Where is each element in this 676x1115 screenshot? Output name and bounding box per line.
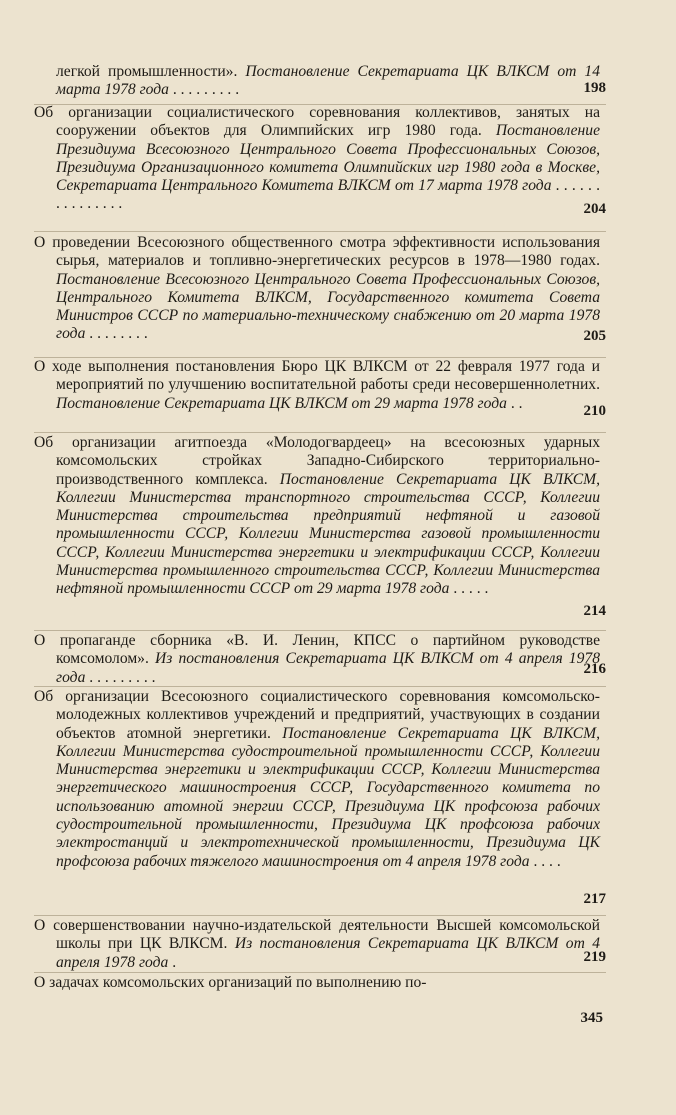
- page-number: 216: [583, 661, 606, 677]
- entry-title: Об организации агитпоезда «Молодогвардеец» на всесоюзных ударных комсомольских стройках Западно-Сибирского территориально-производственного комплекса.: [34, 434, 600, 488]
- page-number: 219: [583, 949, 606, 965]
- entry-source: Постановление Секретариата ЦК ВЛКСМ, Коллегии Министерства судостроительной промышленности СССР, Коллегии Министерства энергетики и электрификации СССР, Коллегии Министерства энергетического машиностроения СССР, Государственного комитета по использованию атомной энергии СССР, Президиума ЦК профсоюза рабочих судостроительной промышленности, Президиума ЦК профсоюза рабочих электростанций и электротехнической промышленности, Президиума ЦК профсоюза рабочих тяжелого машиностроения от 4 апреля 1978 года: [56, 724, 600, 870]
- page-folio: 345: [580, 1010, 603, 1026]
- dot-leader: . . . . .: [449, 580, 489, 598]
- toc-entry: [34, 234, 600, 344]
- entry-source: Постановление Президиума Всесоюзного Центрального Совета Профессиональных Союзов, Президиума Организационного комитета Олимпийских игр 1980 года в Москве, Секретариата Центрального Комитета ВЛКСМ от 17 марта 1978 года: [56, 122, 601, 195]
- toc-entry: [34, 917, 600, 972]
- dot-leader: . .: [506, 394, 523, 412]
- entry-source: Постановление Секретариата ЦК ВЛКСМ, Коллегии Министерства транспортного строительства СССР, Коллегии Министерства строительства предприятий нефтяной и газовой промышленности СССР, Коллегии Министерства газовой промышленности СССР, Коллегии Министерства энергетики и электрификации СССР, Коллегии Министерства промышленного строительства СССР, Коллегии Министерства нефтяной промышленности СССР от 29 марта 1978 года: [56, 470, 601, 598]
- page-number: 217: [583, 891, 606, 907]
- dot-leader: .: [168, 953, 177, 971]
- entry-title: О задачах комсомольских организаций по выполнению по-: [34, 974, 427, 991]
- dot-leader: . . . . . . . . .: [85, 668, 156, 686]
- entry-title: О ходе выполнения постановления Бюро ЦК ВЛКСМ от 22 февраля 1977 года и мероприятий по улучшению воспитательной работы среди несовершеннолетних.: [34, 358, 600, 394]
- divider: [34, 231, 606, 232]
- entry-source: Постановление Всесоюзного Центрального Совета Профессиональных Союзов, Центрального Комитета ВЛКСМ, Государственного комитета Совета Министров СССР по материально-техническому снабжению от 20 марта 1978 года: [56, 270, 600, 343]
- page-number: 204: [583, 201, 606, 217]
- entry-source: Постановление Секретариата ЦК ВЛКСМ от 29 марта 1978 года: [56, 394, 507, 412]
- entry-title: О совершенствовании научно-издательской деятельности Высшей комсомольской школы при ЦК ВЛКСМ.: [34, 917, 600, 953]
- entry-source: Из постановления Секретариата ЦК ВЛКСМ от 4 апреля 1978 года: [56, 650, 600, 686]
- divider: [34, 630, 606, 631]
- page-number: 205: [583, 328, 606, 344]
- entry-title: О пропаганде сборника «В. И. Ленин, КПСС о партийном руководстве комсомолом».: [34, 632, 600, 668]
- page-number: 214: [583, 603, 606, 619]
- toc-entry: [34, 63, 600, 100]
- divider: [34, 686, 606, 687]
- entry-title: О проведении Всесоюзного общественного смотра эффективности использования сырья, материалов и топливно-энергетических ресурсов в 1978—1980 годах.: [34, 234, 600, 270]
- dot-leader: . . . .: [529, 852, 561, 870]
- page-number: 198: [583, 80, 606, 96]
- toc-entry: [34, 434, 600, 599]
- toc-entry: [34, 688, 600, 871]
- entry-title: Об организации Всесоюзного социалистического соревнования комсомольско-молодежных коллективов учреждений и предприятий, участвующих в создании объектов атомной энергетики.: [34, 688, 600, 742]
- toc-entry: [34, 104, 600, 214]
- toc-entry: [34, 632, 600, 687]
- divider: [34, 432, 606, 433]
- toc-entry: [34, 358, 600, 413]
- divider: [34, 972, 606, 973]
- toc-entry: [34, 974, 600, 992]
- entry-title: Об организации социалистического соревнования коллективов, занятых на сооружении объектов для Олимпийских игр 1980 года.: [34, 104, 600, 140]
- entry-source: Постановление Секретариата ЦК ВЛКСМ от 14 марта 1978 года: [56, 63, 601, 99]
- entry-source: Из постановления Секретариата ЦК ВЛКСМ от 4 апреля 1978 года: [56, 935, 601, 971]
- divider: [34, 915, 606, 916]
- dot-leader: . . . . . . . . .: [168, 81, 240, 99]
- dot-leader: . . . . . . . . . . . . . . .: [56, 177, 600, 213]
- page-number: 210: [583, 403, 606, 419]
- dot-leader: . . . . . . . .: [85, 325, 148, 343]
- entry-title: легкой промышленности».: [56, 63, 238, 80]
